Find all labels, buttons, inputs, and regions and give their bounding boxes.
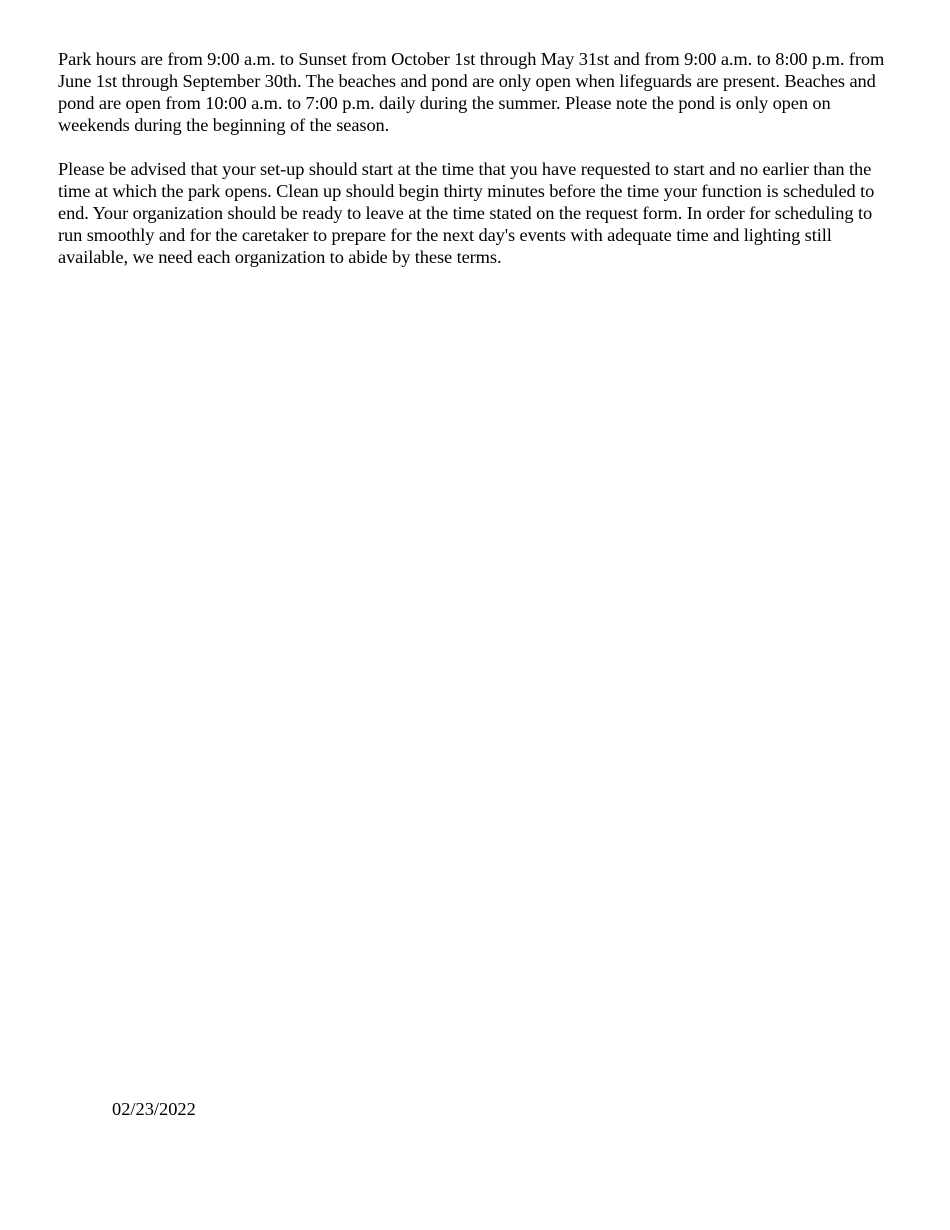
setup-policy-paragraph: Please be advised that your set-up should start at the time that you have requested to start and no earlier than the time at which the park opens. Clean up should begin thirty minutes before the time your function is scheduled to end. Your organization should be ready to leave at the time stated on the request form. In order for scheduling to run smoothly and for the caretaker to prepare for the next day's events with adequate time and lighting still available, we need each organization to abide by these terms. bbox=[58, 159, 875, 267]
park-hours-paragraph: Park hours are from 9:00 a.m. to Sunset from October 1st through May 31st and from 9:00 a.m. to 8:00 p.m. from June 1st through September 30th. The beaches and pond are only open when lifeguards are present. Beaches and pond are open from 10:00 a.m. to 7:00 p.m. daily during the summer. Please note the pond is only open on weekends during the beginning of the season. bbox=[58, 49, 885, 135]
footer-date: 02/23/2022 bbox=[112, 1099, 196, 1119]
